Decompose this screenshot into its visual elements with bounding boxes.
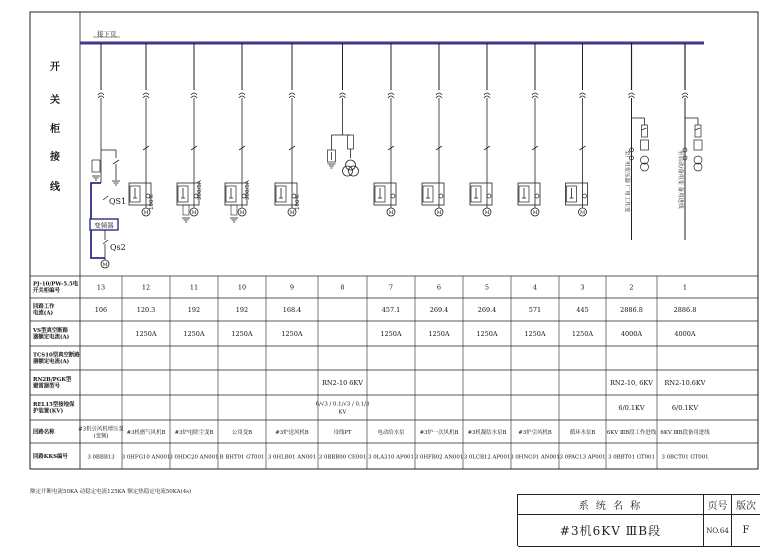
cell-no: 3 [580,283,585,292]
cell-no: 4 [532,283,538,292]
feeder-2-incoming [624,43,649,240]
cell-vs: 1250A [183,330,205,338]
cell-name: #3炉引风机B [518,430,552,436]
cell-kks: 3 0HLB01 AN001 [267,454,317,461]
feeder-1-incoming [677,43,702,240]
cell-name: 母线PT [333,430,352,436]
row-header: PJ-10/PW-5.5电 [33,281,79,288]
ct-symbol [583,194,587,198]
feeder-10 [225,43,251,222]
cell-current: 2886.8 [620,306,643,314]
cell-current: 106 [94,306,108,314]
breaker-arc-top [239,93,245,95]
motor-label: M [143,210,149,216]
cell-current: 445 [576,306,589,314]
cell-kks: 3 0LCB12 AP001 [463,454,511,461]
cell-no: 9 [289,283,295,292]
row-header: 回路名称 [33,429,55,436]
cell-kks: 3 0BCT01 GT001 [661,454,709,461]
feeder-9 [275,43,301,216]
qs1-switch [103,196,108,200]
cell-vs: 1250A [571,330,594,338]
drawing-frame [30,12,758,469]
cell-vs: 1250A [281,330,303,338]
breaker-arc-top [629,93,635,95]
incoming-fuse [642,125,648,137]
cell-current: 192 [187,306,201,314]
ct-symbol [535,194,539,198]
incoming-switch [695,128,700,130]
cell-vs: 1250A [135,330,157,338]
row-header: 回路KKS编号 [33,454,68,460]
cell-no: 10 [237,283,247,292]
motor-label: M [436,210,442,216]
cell-kks: 3 0BBB00 CE001 [318,454,367,461]
row-header: REL15型接地保 [33,402,75,408]
row-header-2: 护装置(KV) [33,408,64,415]
motor-label: M [579,210,586,216]
cell-name: 电动给水泵 [377,430,405,436]
motor-label: M [239,210,245,216]
breaker-arc-top [484,93,490,95]
version-label: 版次 [732,495,760,515]
motor-label: M [532,210,538,216]
incoming-destination-label: 至厂用变压器 厂用工作变 [623,150,630,213]
cell-name: #3机磨气风机B [126,430,166,436]
cell-kks: 3 0HFB02 AN001 [414,454,464,461]
feeder-4 [518,43,540,216]
breaker-arc-top [580,93,586,95]
cell-kks: 3 0PAC13 AP001 [559,454,606,461]
cell-current: 2886.8 [673,306,697,314]
qs1-label: QS1 [109,197,127,206]
version-value: F [732,515,760,547]
cell-rel: 6/√3 / 0.1/√3 / 0.1/3 [315,401,370,408]
breaker-arc-top [143,93,149,95]
side-title-char: 柜 [50,124,60,135]
pt-circle-3 [349,166,359,176]
motor-label: M [484,210,490,216]
cell-vs: 1250A [428,330,450,338]
row-header: TCS10型真空断路 [33,352,80,359]
cell-name: #3炉电除尘变B [174,430,214,436]
ct-symbol [391,194,395,198]
row-header-2: 避雷器型号 [33,383,60,390]
cell-name: #3机引风机增压泵 [78,426,124,433]
cell-rn: RN2-10, 6KV [609,379,654,387]
cell-rel-unit: KV [338,409,347,416]
cell-no: 8 [340,283,345,292]
cell-current: 192 [235,306,249,314]
breaker-arc-bot [289,96,295,98]
equipment-table [30,276,758,469]
side-title-char: 接 [50,152,60,163]
cell-name: #3机凝结水泵B [467,430,507,436]
cell-rel: 6/0.1KV [671,404,699,412]
cell-no: 7 [388,283,394,292]
cell-rn: RN2-10 6KV [322,379,363,387]
busbar-label: 接下页 [97,30,117,38]
motor-label: M [102,262,108,268]
system-name-label: 系 统 名 称 [518,495,704,515]
cell-vs: 4000A [620,330,643,338]
side-title-char: 关 [50,95,60,106]
row-header: VS型真空断路 [33,328,69,334]
cell-current: 571 [528,306,542,314]
surge-arrester [183,205,189,215]
row-header-2: 电流(A) [33,310,54,317]
incoming-arrester [641,140,649,150]
vfd-switch [113,160,119,164]
feeder-7 [374,43,396,216]
cell-kks: 3 0LA310 AP001 [368,454,414,461]
breaker-arc-bot [629,96,635,98]
breaker-arc-bot [239,96,245,98]
cell-name: 循环水泵B [569,430,596,436]
cell-current: 269.4 [477,306,497,314]
breaker-arc-bot [436,96,442,98]
pt-fuse [348,135,354,149]
cell-no: 5 [484,283,490,292]
cell-no: 11 [189,283,199,292]
cell-no: 12 [141,283,151,292]
cell-vs: 1250A [231,330,253,338]
ct-symbol [439,194,443,198]
cell-kks: B BHT01 GT001 [219,454,265,461]
breaker-arc-bot [532,96,538,98]
cell-kks: 3 0BBB13 [87,454,115,461]
cell-no: 2 [629,283,634,292]
cell-no: 1 [682,283,688,292]
cell-vs: 1250A [524,330,546,338]
feeder-12 [129,43,155,216]
cell-no: 6 [436,283,442,292]
cell-name: #3炉送风机B [275,430,309,436]
surge-arrester [231,205,237,215]
incoming-arrester [694,140,702,150]
cell-kks: 3 0HFG10 AN001 [121,454,171,461]
incoming-destination-label: 至启动/备用变 备用进线 [677,150,683,209]
feeder-3 [566,43,588,216]
breaker-arc-bot [340,96,346,98]
cell-name: 6KV ⅢB段备用进线 [660,430,710,436]
cell-name-2: (变频) [93,433,109,440]
motor-label: M [191,210,197,216]
breaker-arc-bot [388,96,394,98]
cell-rel: 6/0.1KV [618,404,645,412]
feeder-6 [422,43,444,216]
system-name-value: #3机6KV ⅢB段 [518,515,704,547]
ct-symbol [487,194,491,198]
breaker-arc-top [98,93,104,95]
breaker-arc-top [436,93,442,95]
cell-name: 公用变B [231,430,253,436]
qs2-label: Qs2 [110,243,126,252]
incoming-fuse [695,125,701,137]
breaker-arc-bot [143,96,149,98]
breaker-arc-bot [191,96,197,98]
cell-rn: RN2-10.6KV [664,379,706,387]
cell-name: 6KV ⅢB段工作进线 [606,430,657,436]
page-label: 页号 [704,495,732,515]
vfd-box-label: 变频器 [94,221,114,230]
rating-note: 额定开断电流50KA 动稳定电流125KA 额定热稳定电流50KA(4s) [30,489,192,495]
cell-kks: 3 0HDC20 AN001 [169,454,219,461]
qs2-switch [103,240,108,244]
breaker-arc-top [191,93,197,95]
breaker-arc-top [532,93,538,95]
title-block [517,494,760,546]
motor-label: M [388,210,394,216]
ct-ratio-label: 100% [295,194,301,210]
cell-vs: 1250A [380,330,402,338]
ct-ratio-label: 300/5A [245,180,251,200]
breaker-arc-top [289,93,295,95]
cell-current: 269.4 [429,306,449,314]
motor-label: M [289,210,295,216]
breaker-arc-bot [580,96,586,98]
feeder-group [129,43,702,240]
pt-circle-1 [346,160,356,170]
cell-current: 457.1 [381,306,401,314]
cell-kks: 3 0BBT01 GT001 [608,454,655,461]
side-title [49,61,61,193]
breaker-arc-bot [484,96,490,98]
breaker-arc-bot [98,96,104,98]
vfd-fuse [92,160,100,172]
cell-current: 120.3 [136,306,156,314]
cell-vs: 4000A [674,330,696,338]
cell-name: #3炉一次风机B [419,430,459,436]
feeder-8-pt [328,43,359,176]
feeder-13-variable-frequency [90,43,126,268]
row-header: RN2B/PGK型 [33,377,72,383]
ct-ratio-label: 300/5A [197,180,203,200]
row-header-2: 器额定电流(A) [33,359,70,365]
page-value: NO.64 [704,515,732,547]
feeder-5 [470,43,492,216]
feeder-11 [177,43,203,222]
cell-no: 13 [96,283,106,292]
row-header-2: 开关柜编号 [33,288,60,294]
side-title-char: 开 [50,62,60,73]
breaker-arc-top [682,93,688,95]
breaker-arc-top [388,93,394,95]
cell-vs: 1250A [476,330,498,338]
ct-ratio-label: 100% [149,194,155,210]
cell-kks: 3 0HNC01 AN001 [510,454,560,461]
pt-circle-2 [343,166,353,176]
row-header: 回路工作 [33,304,55,310]
row-header-2: 器额定电流(A) [33,334,70,341]
incoming-switch [642,128,647,130]
side-title-char: 线 [50,182,60,193]
cell-current: 168.4 [282,306,302,314]
breaker-arc-bot [682,96,688,98]
breaker-arc-top [340,93,346,95]
